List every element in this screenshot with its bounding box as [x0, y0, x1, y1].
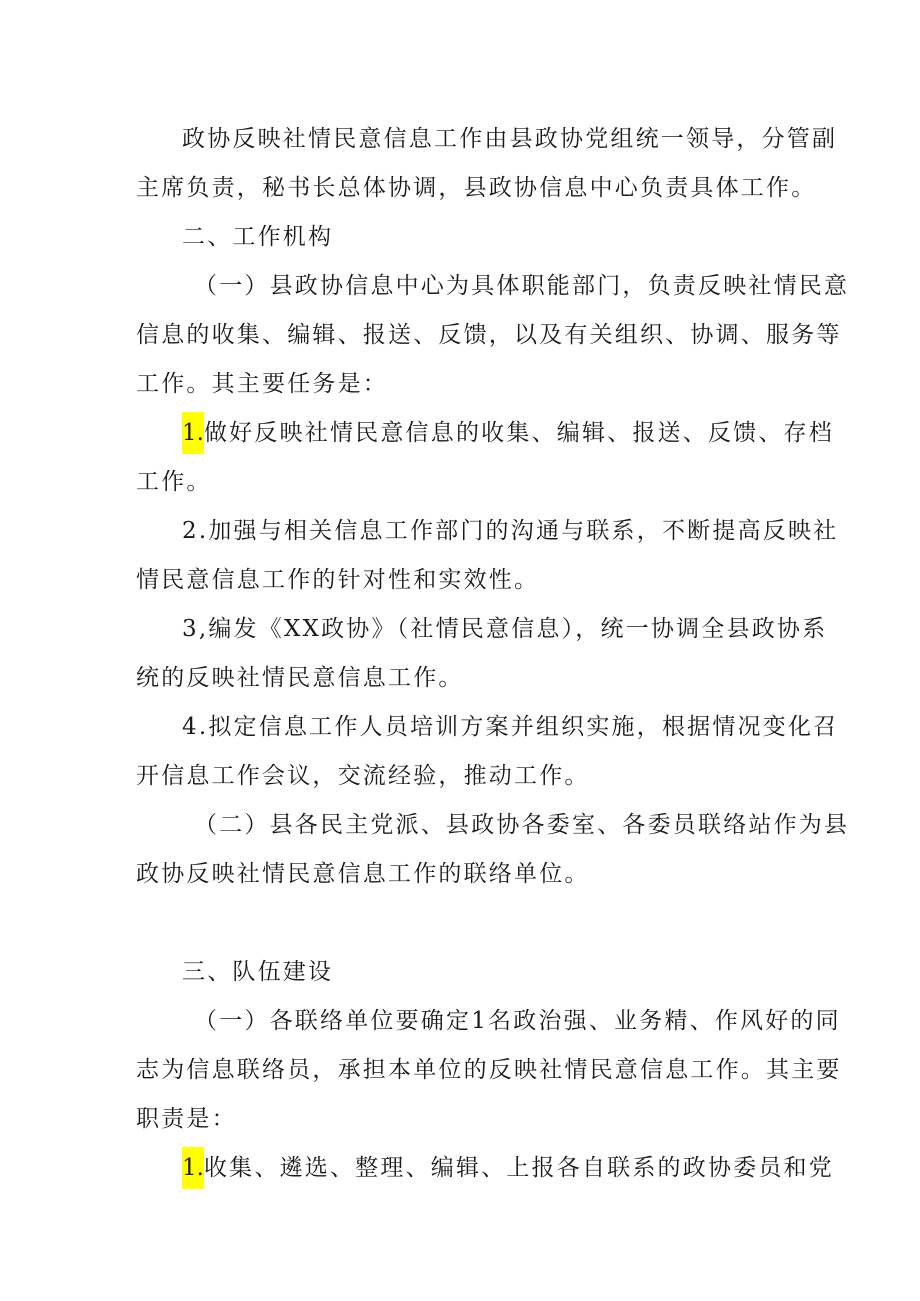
paragraph-2-line-3: 工作。其主要任务是： — [136, 371, 388, 397]
list-item-4-line-2: 开信息工作会议，交流经验，推动工作。 — [136, 763, 590, 789]
paragraph-1-line-1: 政协反映社情民意信息工作由县政协党组统一领导，分管副 — [182, 126, 838, 152]
highlighted-number: 1. — [182, 412, 204, 454]
list-item-1-line-2: 工作。 — [136, 469, 212, 495]
list-item-1-text: 做好反映社情民意信息的收集、编辑、报送、反馈、存档 — [203, 420, 834, 446]
list-item-5-line-1 — [182, 1153, 834, 1183]
list-item-3-line-2: 统的反映社情民意信息工作。 — [136, 665, 464, 691]
list-item-5-text: 收集、遴选、整理、编辑、上报各自联系的政协委员和党 — [203, 1155, 834, 1181]
section-3-heading: 三、队伍建设 — [182, 959, 334, 985]
highlighted-number: 1. — [182, 1147, 204, 1189]
list-item-1-line-1 — [182, 418, 834, 448]
list-item-2-line-1: 2.加强与相关信息工作部门的沟通与联系，不断提高反映社 — [182, 518, 839, 544]
section-2-heading: 二、工作机构 — [182, 224, 334, 250]
paragraph-4-line-2: 志为信息联络员，承担本单位的反映社情民意信息工作。其主要 — [136, 1057, 842, 1083]
paragraph-1-line-2: 主席负责，秘书长总体协调，县政协信息中心负责具体工作。 — [136, 175, 817, 201]
paragraph-3-line-2: 政协反映社情民意信息工作的联络单位。 — [136, 861, 590, 887]
paragraph-2-line-1: （一）县政协信息中心为具体职能部门，负责反映社情民意 — [194, 273, 850, 299]
paragraph-2-line-2: 信息的收集、编辑、报送、反馈，以及有关组织、协调、服务等 — [136, 322, 842, 348]
list-item-3-line-1: 3,编发《XX政协》（社情民意信息），统一协调全县政协系 — [182, 616, 828, 642]
paragraph-4-line-3: 职责是： — [136, 1106, 237, 1132]
list-item-4-line-1: 4.拟定信息工作人员培训方案并组织实施，根据情况变化召 — [182, 714, 839, 740]
list-item-2-line-2: 情民意信息工作的针对性和实效性。 — [136, 567, 540, 593]
paragraph-3-line-1: （二）县各民主党派、县政协各委室、各委员联络站作为县 — [194, 812, 850, 838]
paragraph-4-line-1: （一）各联络单位要确定1名政治强、业务精、作风好的同 — [194, 1008, 841, 1034]
